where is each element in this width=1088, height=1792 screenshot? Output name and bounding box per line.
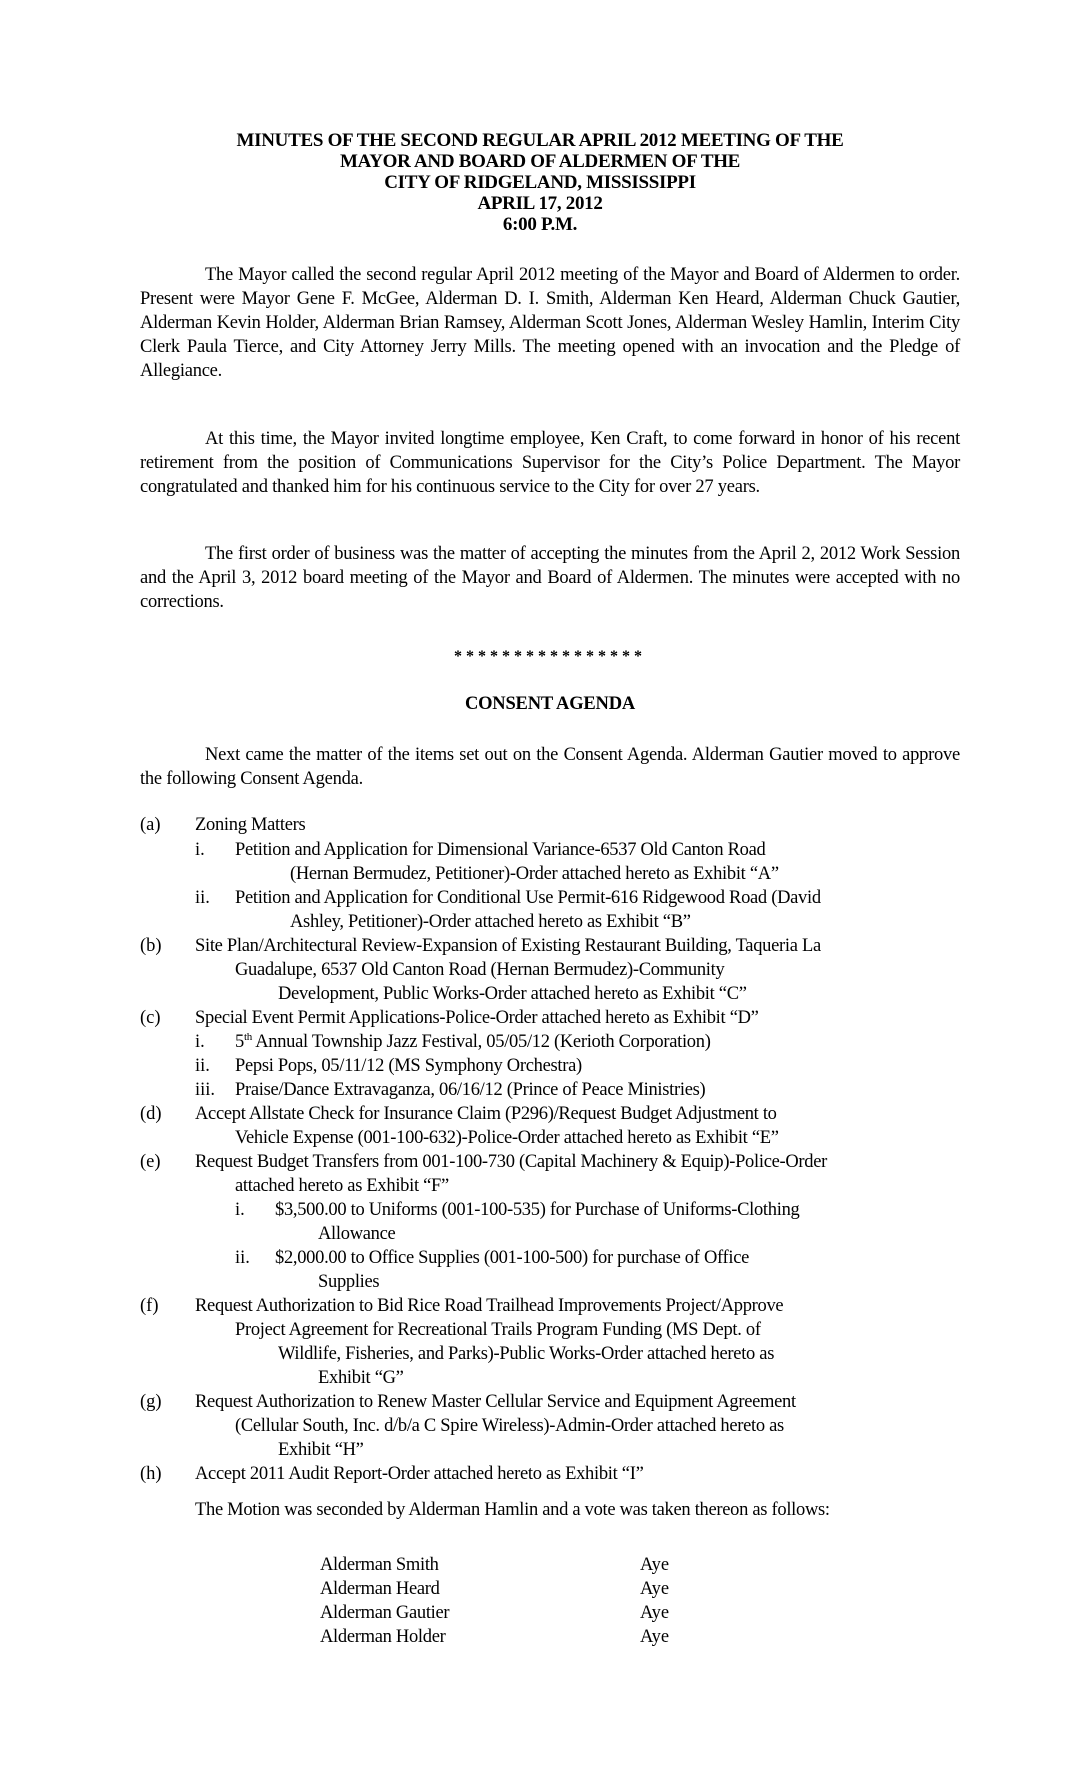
agenda-text: Request Budget Transfers from 001-100-730 (Capital Machinery & Equip)-Police-Order — [195, 1152, 828, 1172]
agenda-text: Request Authorization to Bid Rice Road Trailhead Improvements Project/Approve — [195, 1296, 784, 1316]
ordinal-number: 5 — [235, 1032, 244, 1052]
call-to-order-paragraph: The Mayor called the second regular April 2012 meeting of the Mayor and Board of Aldermen to order. Present were Mayor Gene F. McGee, Alderman D. I. Smith, Alderman Ken Heard, Alderman Chuck Gautier, Alderman Kevin Holder, Alderman Brian Ramsey, Alderman Scott Jones, Alderman Wesley Hamlin, Interim City Clerk Paula Tierce, and City Attorney Jerry Mills. The meeting opened with an invocation and the Pledge of Allegiance. — [140, 265, 960, 381]
agenda-label: (a) — [140, 815, 161, 835]
vote-value: Aye — [640, 1555, 670, 1575]
section-title-consent-agenda: CONSENT AGENDA — [464, 694, 636, 714]
sub-item-text: Praise/Dance Extravaganza, 06/16/12 (Prince of Peace Ministries) — [235, 1080, 706, 1100]
agenda-text: Site Plan/Architectural Review-Expansion of Existing Restaurant Building, Taqueria La — [195, 936, 821, 956]
sub-item-text: (Hernan Bermudez, Petitioner)-Order attached hereto as Exhibit “A” — [290, 864, 779, 884]
recognition-paragraph: At this time, the Mayor invited longtime employee, Ken Craft, to come forward in honor of his recent retirement from the position of Communications Supervisor for the City’s Police Department. The Mayor congratulated and thanked him for his continuous service to the City for over 27 years. — [140, 429, 960, 497]
header-title-line-2: MAYOR AND BOARD OF ALDERMEN OF THE — [339, 151, 741, 172]
event-text: Annual Township Jazz Festival, 05/05/12 (Kerioth Corporation) — [251, 1032, 711, 1052]
vote-member-name: Alderman Smith — [320, 1555, 439, 1575]
agenda-text: (Cellular South, Inc. d/b/a C Spire Wireless)-Admin-Order attached hereto as — [235, 1416, 784, 1436]
agenda-text: Exhibit “H” — [278, 1440, 364, 1460]
consent-intro-paragraph: Next came the matter of the items set out on the Consent Agenda. Alderman Gautier moved to approve the following Consent Agenda. — [140, 745, 960, 789]
ordinal-suffix: th — [243, 1030, 252, 1043]
agenda-label: (c) — [140, 1008, 161, 1028]
agenda-text: Special Event Permit Applications-Police-Order attached hereto as Exhibit “D” — [195, 1008, 759, 1028]
agenda-label: (b) — [140, 936, 162, 956]
agenda-text: Development, Public Works-Order attached hereto as Exhibit “C” — [278, 984, 747, 1004]
agenda-label: (h) — [140, 1464, 162, 1484]
vote-value: Aye — [640, 1603, 670, 1623]
minutes-paragraph: The first order of business was the matter of accepting the minutes from the April 2, 2012 Work Session and the April 3, 2012 board meeting of the Mayor and Board of Aldermen. The minutes were accepted with no corrections. — [140, 544, 960, 612]
agenda-text: Exhibit “G” — [318, 1368, 404, 1388]
header-time: 6:00 P.M. — [502, 214, 578, 235]
motion-paragraph: The Motion was seconded by Alderman Hamlin and a vote was taken thereon as follows: — [195, 1500, 830, 1520]
vote-member-name: Alderman Gautier — [320, 1603, 450, 1623]
agenda-text: Guadalupe, 6537 Old Canton Road (Hernan Bermudez)-Community — [235, 960, 725, 980]
vote-member-name: Alderman Heard — [320, 1579, 440, 1599]
agenda-text: attached hereto as Exhibit “F” — [235, 1176, 449, 1196]
agenda-text: Vehicle Expense (001-100-632)-Police-Order attached hereto as Exhibit “E” — [235, 1128, 779, 1148]
sub-item-text: Allowance — [318, 1224, 396, 1244]
sub-item-label: ii. — [195, 1056, 210, 1076]
agenda-text: Wildlife, Fisheries, and Parks)-Public Works-Order attached hereto as — [278, 1344, 775, 1364]
sub-item-label: i. — [235, 1200, 245, 1220]
sub-item-label: i. — [195, 1032, 205, 1052]
document-header — [140, 130, 940, 235]
sub-item-text: $2,000.00 to Office Supplies (001-100-500) for purchase of Office — [275, 1248, 750, 1268]
header-date: APRIL 17, 2012 — [477, 193, 603, 214]
agenda-text: Accept Allstate Check for Insurance Claim (P296)/Request Budget Adjustment to — [195, 1104, 777, 1124]
agenda-label: (g) — [140, 1392, 162, 1412]
sub-item-text — [235, 1030, 711, 1054]
sub-item-label: iii. — [195, 1080, 216, 1100]
sub-item-label: ii. — [235, 1248, 250, 1268]
agenda-label: (f) — [140, 1296, 159, 1316]
sub-item-text: Pepsi Pops, 05/11/12 (MS Symphony Orchestra) — [235, 1056, 582, 1076]
sub-item-text: Petition and Application for Dimensional Variance-6537 Old Canton Road — [235, 840, 766, 860]
section-separator: **************** — [454, 648, 646, 665]
sub-item-text: Ashley, Petitioner)-Order attached hereto as Exhibit “B” — [290, 912, 691, 932]
sub-item-label: i. — [195, 840, 205, 860]
vote-value: Aye — [640, 1627, 670, 1647]
header-title-line-3: CITY OF RIDGELAND, MISSISSIPPI — [384, 172, 696, 193]
vote-value: Aye — [640, 1579, 670, 1599]
header-title-line-1: MINUTES OF THE SECOND REGULAR APRIL 2012 MEETING OF THE — [236, 130, 844, 151]
agenda-label: (e) — [140, 1152, 161, 1172]
sub-item-label: ii. — [195, 888, 210, 908]
agenda-text: Accept 2011 Audit Report-Order attached hereto as Exhibit “I” — [195, 1464, 644, 1484]
agenda-label: (d) — [140, 1104, 162, 1124]
agenda-text: Project Agreement for Recreational Trails Program Funding (MS Dept. of — [235, 1320, 761, 1340]
vote-member-name: Alderman Holder — [320, 1627, 446, 1647]
sub-item-text: Supplies — [318, 1272, 380, 1292]
agenda-text: Request Authorization to Renew Master Cellular Service and Equipment Agreement — [195, 1392, 796, 1412]
agenda-text: Zoning Matters — [195, 815, 306, 835]
sub-item-text: Petition and Application for Conditional Use Permit-616 Ridgewood Road (David — [235, 888, 821, 908]
sub-item-text: $3,500.00 to Uniforms (001-100-535) for Purchase of Uniforms-Clothing — [275, 1200, 800, 1220]
